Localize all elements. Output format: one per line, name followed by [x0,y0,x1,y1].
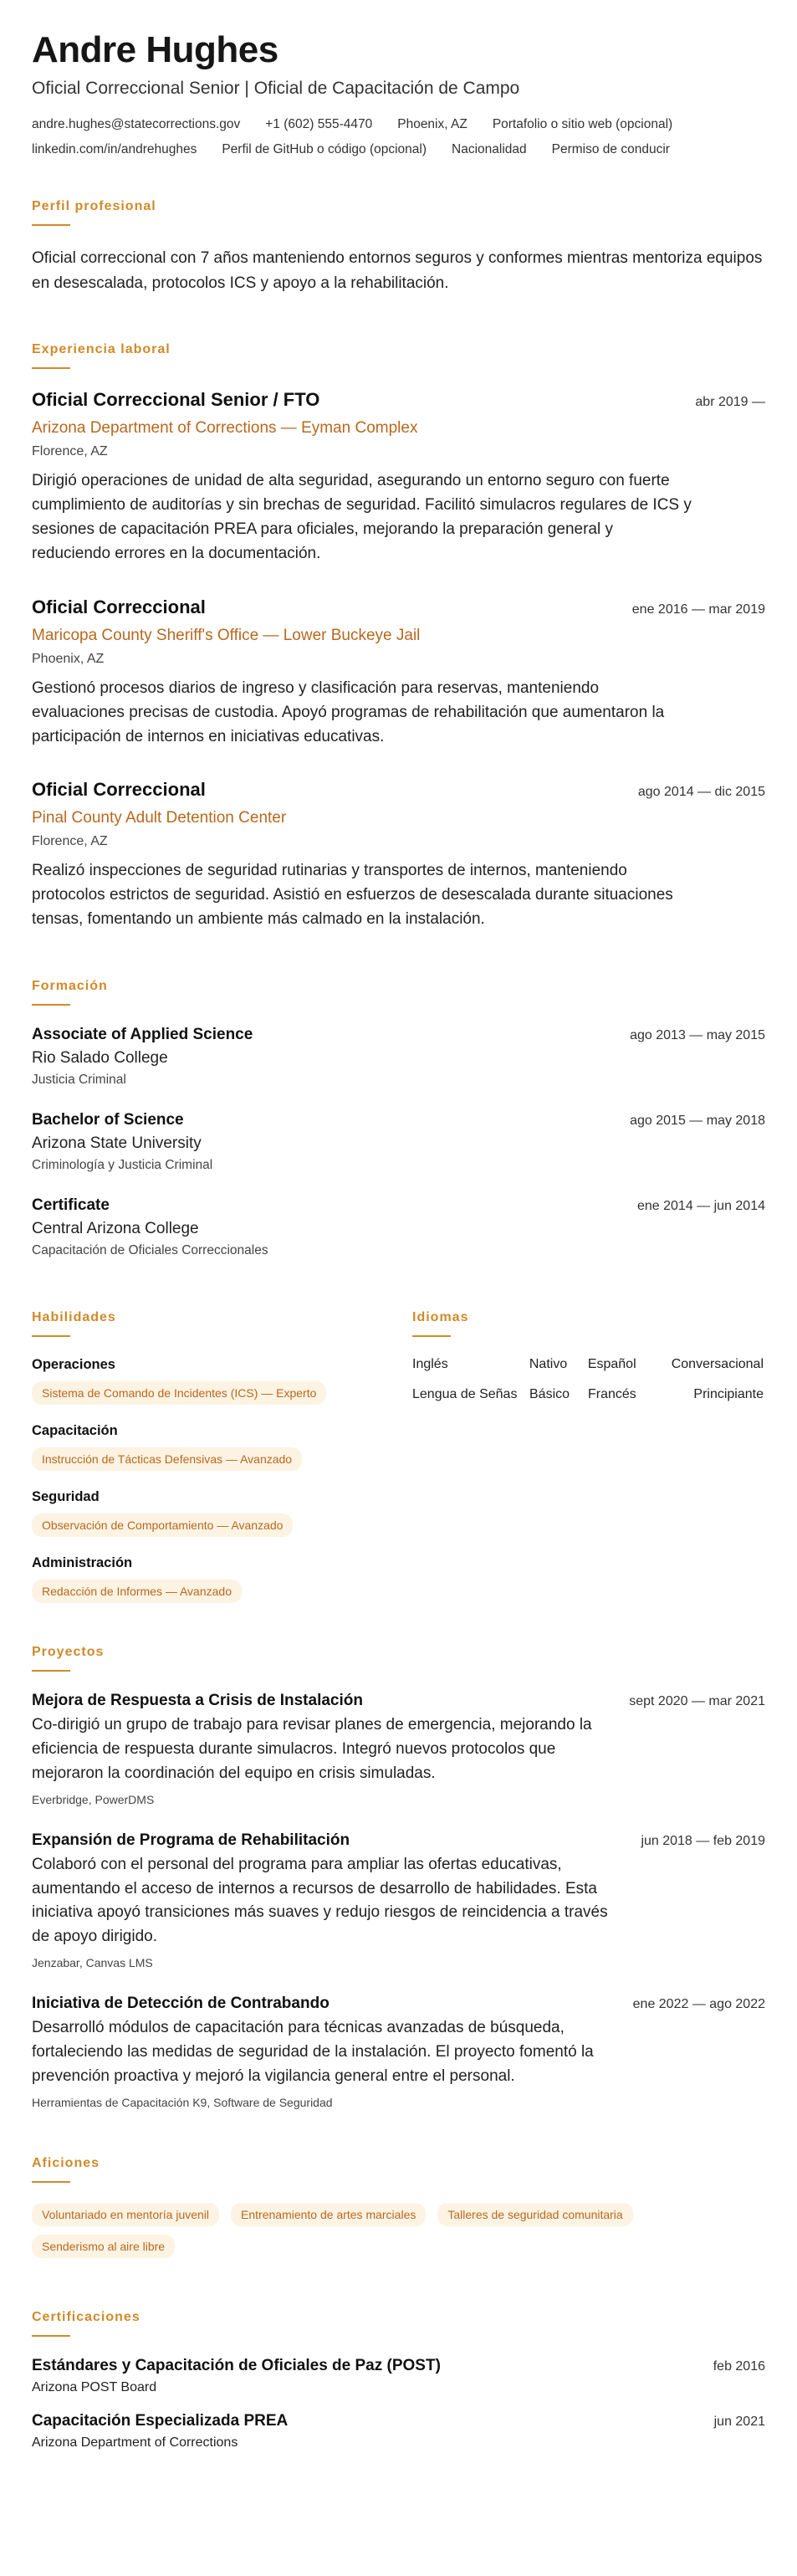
project-entry [32,1831,765,1970]
hobby-chip: Senderismo al aire libre [32,2235,175,2258]
section-title: Experiencia laboral [32,342,171,357]
job-location: Florence, AZ [32,444,108,459]
job-description: Realizó inspecciones de seguridad rutinarias y transportes de internos, manteniendo protocolos estrictos de seguridad. Asistió en esfuerzos de desescalada durante situaciones tensas, fomentando un ambiente más calmado en la instalación. [32,862,673,929]
profile-summary: Oficial correccional con 7 años manteniendo entornos seguros y conformes mientras mentoriza equipos en desescalada, protocolos ICS y apoyo a la rehabilitación. [32,249,763,292]
project-tech: Herramientas de Capacitación K9, Software de Seguridad [32,2095,333,2109]
job-title: Oficial Correccional [32,596,206,617]
project-title: Mejora de Respuesta a Crisis de Instalación [32,1692,363,1710]
skill-group [32,1357,379,1405]
job-description: Dirigió operaciones de unidad de alta seguridad, asegurando un entorno seguro con fuerte cumplimiento de auditorías y sin brechas de seguridad. Facilitó simulacros regulares de ICS y sesiones de capacitación PREA para oficiales, mejorando la preparación general y reduciendo errores en la documentación. [32,472,692,562]
job-location: Florence, AZ [32,834,108,849]
project-entry [32,1692,765,1806]
section-divider [32,1335,70,1337]
language-name: Francés [588,1387,636,1402]
hobby-chips [32,2203,765,2258]
project-title: Iniciativa de Detección de Contrabando [32,1995,330,2013]
education-degree: Bachelor of Science [32,1111,184,1129]
job-location: Phoenix, AZ [32,651,105,666]
contact-github[interactable]: Perfil de GitHub o código (opcional) [222,142,427,157]
section-skills [32,1310,379,1603]
job-entry [32,389,765,566]
education-entry [32,1111,765,1173]
certification-issuer: Arizona POST Board [32,2379,157,2394]
language-level: Básico [529,1387,570,1402]
language-level: Conversacional [671,1357,764,1372]
section-profile [32,199,765,295]
project-tech: Everbridge, PowerDMS [32,1792,155,1806]
skill-chip: Redacción de Informes — Avanzado [32,1580,242,1603]
skill-category: Administración [32,1555,133,1571]
language-name: Inglés [412,1357,448,1372]
skill-category: Operaciones [32,1357,115,1373]
section-experience [32,342,765,932]
section-languages [412,1310,764,1603]
job-company: Arizona Department of Corrections — Eyman Complex [32,419,418,438]
project-description: Co-dirigió un grupo de trabajo para revisar planes de emergencia, mejorando la eficiencia de respuesta durante simulacros. Integró nuevos protocolos que mejoraron la coordinación del equipo en crisis simuladas. [32,1716,592,1782]
candidate-headline: Oficial Correccional Senior | Oficial de Capacitación de Campo [32,79,520,99]
certification-title: Capacitación Especializada PREA [32,2411,289,2430]
section-divider [412,1335,451,1337]
skill-category: Seguridad [32,1489,100,1505]
education-entry [32,1196,765,1258]
skill-chip: Sistema de Comando de Incidentes (ICS) — Experto [32,1381,326,1405]
education-school: Arizona State University [32,1134,202,1153]
section-title: Aficiones [32,2155,100,2170]
job-company: Pinal County Adult Detention Center [32,809,287,827]
job-description: Gestionó procesos diarios de ingreso y clasificación para reservas, manteniendo evaluaciones precisas de custodia. Apoyó programas de rehabilitación que aumentaron la participación de internos en iniciativas educativas. [32,679,665,745]
section-divider [32,224,70,226]
project-title: Expansión de Programa de Rehabilitación [32,1831,350,1849]
section-education [32,979,765,1258]
project-tech: Jenzabar, Canvas LMS [32,1956,153,1970]
skill-category: Capacitación [32,1423,118,1439]
language-level: Nativo [529,1357,568,1372]
certification-issuer: Arizona Department of Corrections [32,2435,238,2450]
contact-list [32,117,765,157]
job-date: ene 2016 — mar 2019 [631,602,765,617]
contact-driving-license: Permiso de conducir [551,142,670,157]
section-title: Idiomas [412,1310,469,1325]
contact-phone[interactable]: +1 (602) 555-4470 [265,117,373,132]
section-divider [32,2181,70,2183]
hobby-chip: Entrenamiento de artes marciales [231,2203,426,2226]
contact-portfolio[interactable]: Portafolio o sitio web (opcional) [492,117,673,132]
language-row [412,1357,764,1372]
certification-date: feb 2016 [713,2358,765,2374]
job-title: Oficial Correccional [32,779,206,801]
project-description: Desarrolló módulos de capacitación para técnicas avanzadas de búsqueda, fortaleciendo las medidas de seguridad de la instalación. El proyecto fomentó la prevención proactiva y mejoró la vigilancia general entre el personal. [32,2019,594,2085]
project-date: jun 2018 — feb 2019 [641,1833,765,1848]
education-date: ago 2013 — may 2015 [630,1028,765,1043]
language-name: Español [587,1357,636,1372]
job-entry [32,597,765,750]
project-description: Colaboró con el personal del programa para ampliar las ofertas educativas, aumentando el acceso de internos a recursos de desarrollo de habilidades. Esta iniciativa apoyó transiciones más suaves y redujo riesgos de reincidencia a través de apoyo dirigido. [32,1855,608,1946]
section-divider [32,1004,70,1006]
education-field: Capacitación de Oficiales Correccionales [32,1243,268,1258]
certification-date: jun 2021 [713,2414,765,2429]
certification-entry [32,2357,765,2395]
job-entry [32,779,765,932]
education-degree: Certificate [32,1196,110,1215]
section-title: Proyectos [32,1645,105,1660]
education-date: ago 2015 — may 2018 [630,1114,765,1129]
resume-header [32,30,765,157]
education-degree: Associate of Applied Science [32,1026,253,1044]
contact-nationality: Nacionalidad [452,142,527,157]
section-divider [32,1670,70,1672]
section-projects [32,1645,765,2109]
certification-title: Estándares y Capacitación de Oficiales de Paz (POST) [32,2356,441,2374]
education-school: Central Arizona College [32,1220,199,1238]
skill-chip: Observación de Comportamiento — Avanzado [32,1513,293,1537]
section-certifications [32,2310,765,2451]
job-company: Maricopa County Sheriff's Office — Lower Buckeye Jail [32,626,421,644]
project-date: sept 2020 — mar 2021 [629,1694,765,1709]
section-divider [32,2335,70,2337]
skills-languages-row [32,1310,765,1603]
education-date: ene 2014 — jun 2014 [636,1199,765,1214]
project-date: ene 2022 — ago 2022 [632,1997,765,2012]
certification-entry [32,2412,765,2451]
section-title: Perfil profesional [32,199,156,214]
language-name: Lengua de Señas [412,1387,518,1402]
job-date: ago 2014 — dic 2015 [637,785,765,800]
skill-group [32,1489,379,1537]
job-title: Oficial Correccional Senior / FTO [32,389,320,411]
education-field: Justicia Criminal [32,1073,126,1088]
skill-chip: Instrucción de Tácticas Defensivas — Avanzado [32,1447,302,1471]
hobby-chip: Talleres de seguridad comunitaria [437,2203,632,2226]
hobby-chip: Voluntariado en mentoría juvenil [32,2203,219,2226]
language-row [412,1387,764,1402]
project-entry [32,1995,765,2109]
section-hobbies [32,2156,765,2258]
education-field: Criminología y Justicia Criminal [32,1158,213,1173]
section-title: Certificaciones [32,2309,140,2324]
skill-group [32,1423,379,1471]
section-divider [32,367,70,369]
education-school: Rio Salado College [32,1049,168,1068]
skill-group [32,1555,379,1603]
section-title: Formación [32,979,108,994]
contact-location: Phoenix, AZ [397,117,467,132]
education-entry [32,1026,765,1088]
contact-email[interactable]: andre.hughes@statecorrections.gov [32,117,241,132]
language-level: Principiante [693,1387,764,1402]
candidate-name: Andre Hughes [32,29,278,70]
section-title: Habilidades [32,1310,116,1325]
contact-linkedin[interactable]: linkedin.com/in/andrehughes [32,142,197,157]
job-date: abr 2019 — [695,395,765,410]
